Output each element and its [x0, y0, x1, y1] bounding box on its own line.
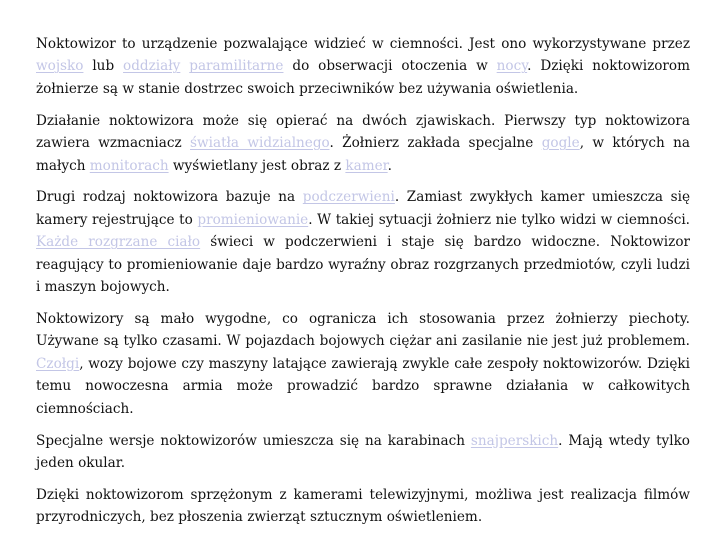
wiki-link[interactable]: podczerwieni	[302, 189, 395, 206]
paragraph-text: do obserwacji otoczenia w	[283, 58, 497, 75]
wiki-link[interactable]: kamer	[345, 157, 388, 174]
paragraph-text: , w których na małych	[36, 135, 691, 174]
paragraph-text: . Mają wtedy tylko jeden okular.	[36, 432, 690, 471]
paragraph	[36, 186, 690, 298]
paragraph-text: . Zamiast zwykłych kamer umieszcza się kamery rejestrujące to	[36, 189, 690, 228]
paragraph	[36, 484, 690, 529]
wiki-link[interactable]: monitorach	[89, 157, 169, 174]
wiki-link[interactable]: gogle	[541, 135, 580, 152]
wiki-link[interactable]: światła widzialnego	[190, 135, 330, 152]
paragraph-text: Specjalne wersje noktowizorów umieszcza się na karabinach	[36, 432, 471, 449]
paragraph-text: Noktowizor to urządzenie pozwalające widzieć w ciemności. Jest ono wykorzystywane przez	[36, 36, 690, 52]
paragraph	[36, 430, 690, 475]
paragraph-text: Drugi rodzaj noktowizora bazuje na	[36, 189, 303, 206]
paragraph-text: . Żołnierz zakłada specjalne	[329, 135, 542, 152]
paragraph-text: Noktowizory są mało wygodne, co ogranicza ich stosowania przez żołnierzy piechoty. Używane są tylko czasami. W pojazdach bojowych ciężar ani zasilanie nie jest już problemem.	[36, 310, 690, 350]
wiki-link[interactable]: Czołgi	[36, 355, 80, 372]
wiki-link[interactable]: promieniowanie	[197, 211, 309, 228]
paragraph	[36, 33, 690, 100]
paragraph-text: . Dzięki noktowizorom żołnierze są w stanie dostrzec swoich przeciwników bez używania oświetlenia.	[36, 58, 690, 97]
paragraph-text: Działanie noktowizora może się opierać na dwóch zjawiskach. Pierwszy typ noktowizora zawiera wzmacniacz	[36, 112, 690, 152]
wiki-link[interactable]: wojsko	[36, 58, 84, 75]
paragraph-text: , wozy bojowe czy maszyny latające zawierają zwykle całe zespoły noktowizorów. Dzięki temu nowoczesna armia może prowadzić bardzo sprawne działania w całkowitych ciemnościach.	[36, 355, 690, 417]
wiki-link[interactable]: snajperskich	[470, 432, 559, 449]
paragraph-text: . W takiej sytuacji żołnierz nie tylko widzi w ciemności.	[308, 211, 690, 228]
paragraph-text: .	[387, 157, 392, 174]
wiki-link[interactable]: nocy	[496, 58, 528, 75]
paragraph-text: Dzięki noktowizorom sprzężonym z kamerami telewizyjnymi, możliwa jest realizacja filmów przyrodniczych, bez płoszenia zwierząt sztucznym oświetleniem.	[36, 486, 690, 526]
article-body	[36, 33, 690, 538]
paragraph	[36, 308, 690, 420]
paragraph-text: lub	[83, 58, 124, 75]
wiki-link[interactable]: Każde rozgrzane ciało	[36, 234, 201, 251]
paragraph	[36, 110, 690, 177]
paragraph-text: świeci w podczerwieni i staje się bardzo widoczne. Noktowizor reagujący to promieniowanie daje bardzo wyraźny obraz rozgrzanych przedmiotów, czyli ludzi i maszyn bojowych.	[36, 234, 690, 296]
wiki-link[interactable]: oddziały	[123, 58, 181, 75]
paragraph-text: wyświetlany jest obraz z	[168, 157, 346, 174]
paragraph-text	[180, 58, 189, 74]
wiki-link[interactable]: paramilitarne	[189, 58, 284, 75]
